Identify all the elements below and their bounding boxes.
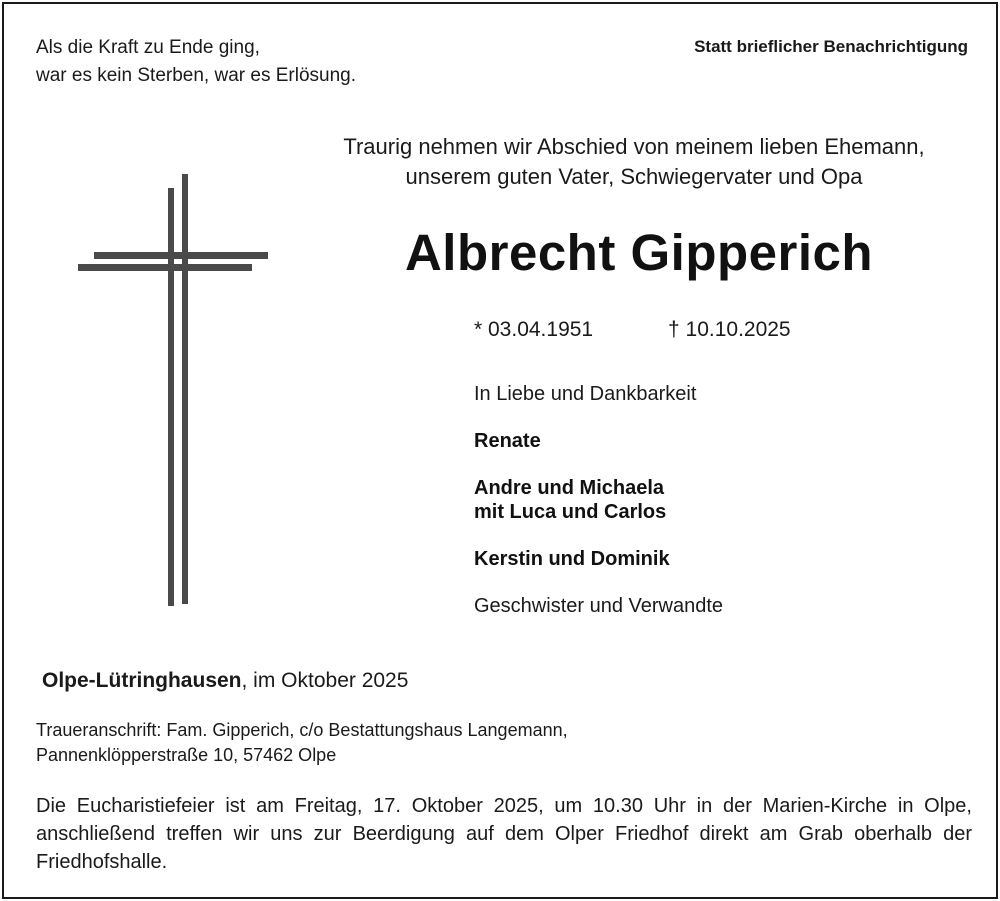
place-town: Olpe-Lütringhausen — [42, 669, 242, 692]
place-date-line — [42, 669, 408, 693]
cross-horizontal-bar-1 — [94, 252, 268, 259]
cross-icon — [78, 174, 278, 619]
mourner-spouse: Renate — [474, 430, 541, 452]
mourner-family-1-line-1: Andre und Michaela — [474, 477, 665, 499]
cross-graphic — [78, 174, 278, 614]
mourners-list — [474, 382, 723, 618]
service-line-1: Die Eucharistiefeier ist am Freitag, 17. Oktober 2025, um 10.30 Uhr in der Marien-Kirche — [36, 795, 888, 817]
place-date: , im Oktober 2025 — [241, 669, 409, 692]
cross-vertical-bar-1 — [182, 174, 188, 604]
address-line-2: Pannenklöpperstraße 10, 57462 Olpe — [36, 745, 337, 765]
mourner-relatives: Geschwister und Verwandte — [474, 595, 724, 617]
quote-line-1: Als die Kraft zu Ende ging, — [36, 37, 260, 58]
obituary-card — [2, 2, 998, 899]
opening-quote — [36, 34, 356, 90]
mourners-intro: In Liebe und Dankbarkeit — [474, 383, 697, 405]
intro-line-1: Traurig nehmen wir Abschied von meinem lieben Ehemann, — [343, 134, 925, 159]
service-line-3: am Grab oberhalb der Friedhofshalle. — [36, 823, 972, 873]
mourner-family-2: Kerstin und Dominik — [474, 548, 670, 570]
deceased-name: Albrecht Gipperich — [404, 224, 874, 281]
service-line-2: in Olpe, anschließend treffen wir uns zur Beerdigung auf dem Olper Friedhof direkt — [36, 795, 972, 845]
intro-line-2: unserem guten Vater, Schwiegervater und Opa — [405, 164, 863, 189]
address-line-1: Traueranschrift: Fam. Gipperich, c/o Bestattungshaus Langemann, — [36, 720, 568, 740]
birth-date: * 03.04.1951 — [474, 318, 594, 341]
farewell-intro — [294, 132, 974, 192]
death-date: † 10.10.2025 — [668, 318, 791, 341]
cross-vertical-bar-2 — [168, 188, 174, 606]
quote-line-2: war es kein Sterben, war es Erlösung. — [36, 65, 356, 86]
notice-label: Statt brieflicher Benachrichtigung — [694, 37, 968, 56]
service-info — [36, 792, 972, 876]
cross-horizontal-bar-2 — [78, 264, 252, 271]
mourner-family-1-line-2: mit Luca und Carlos — [474, 501, 667, 523]
mourning-address — [36, 718, 568, 768]
